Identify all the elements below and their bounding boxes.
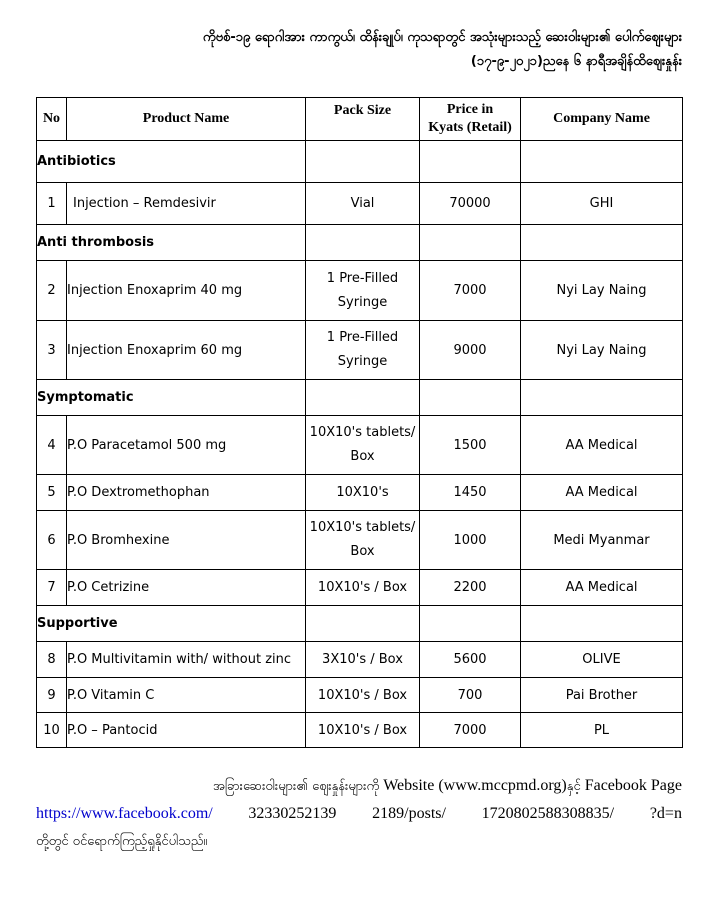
footer-line-2 (36, 802, 682, 826)
product-name: P.O Vitamin C (67, 678, 306, 713)
pack-size-line1: 1 Pre-Filled (326, 330, 399, 345)
header-price (420, 98, 521, 141)
empty-cell (420, 380, 521, 416)
table-row (37, 713, 683, 748)
empty-cell (521, 141, 683, 183)
price: 1450 (420, 475, 521, 511)
pack-size-line2: Syringe (337, 294, 388, 310)
facebook-path-part: 1720802588308835/ (481, 805, 615, 822)
pack-size-line2: Syringe (337, 354, 388, 369)
table-row (37, 183, 683, 225)
table-row (37, 678, 683, 713)
facebook-link[interactable]: https://www.facebook.com/ (36, 805, 213, 822)
table-row (37, 475, 683, 511)
price: 5600 (420, 642, 521, 678)
price: 70000 (420, 183, 521, 225)
row-number: 7 (37, 570, 67, 606)
product-name: Injection Enoxaprim 60 mg (67, 321, 306, 380)
row-number: 2 (37, 261, 67, 321)
row-number: 8 (37, 642, 67, 678)
facebook-label: Facebook Page (584, 777, 682, 794)
row-number: 3 (37, 321, 67, 380)
category-row-supportive (37, 606, 683, 642)
category-row-symptomatic (37, 380, 683, 416)
row-number: 1 (37, 183, 67, 225)
price: 700 (420, 678, 521, 713)
facebook-path-part: 2189/posts/ (372, 805, 446, 822)
pack-size: 3X10's / Box (306, 642, 420, 678)
table-row (37, 511, 683, 570)
pack-size (306, 511, 420, 570)
company-name: AA Medical (521, 416, 683, 475)
header-price-line2: Kyats (Retail) (428, 120, 512, 135)
company-name: Pai Brother (521, 678, 683, 713)
table-row (37, 261, 683, 321)
facebook-path-part: 32330252139 (248, 805, 337, 822)
pack-size-line2: Box (350, 449, 375, 464)
header-company-name: Company Name (521, 98, 683, 141)
category-row-anti-thrombosis (37, 225, 683, 261)
price: 9000 (420, 321, 521, 380)
row-number: 5 (37, 475, 67, 511)
row-number: 6 (37, 511, 67, 570)
product-name: P.O Bromhexine (67, 511, 306, 570)
empty-cell (306, 225, 420, 261)
pack-size: 10X10's / Box (306, 570, 420, 606)
row-number: 9 (37, 678, 67, 713)
product-name: P.O Paracetamol 500 mg (67, 416, 306, 475)
product-name: P.O – Pantocid (67, 713, 306, 748)
pack-size-line2: Box (350, 544, 375, 559)
price: 1500 (420, 416, 521, 475)
company-name: OLIVE (521, 642, 683, 678)
facebook-path-part: ?d=n (649, 805, 682, 822)
table-row (37, 642, 683, 678)
pack-size: 10X10's / Box (306, 678, 420, 713)
footer-line-1 (36, 774, 682, 799)
category-label: Supportive (37, 606, 306, 642)
row-number: 10 (37, 713, 67, 748)
pack-size: Vial (306, 183, 420, 225)
company-name: AA Medical (521, 570, 683, 606)
product-name: Injection – Remdesivir (67, 183, 306, 225)
pack-size-line1: 10X10's tablets/ (309, 520, 416, 535)
document-subtitle-date: (၁၇-၉-၂၀၂၁)ညနေ ၆ နာရီအချိန်ထိဈေးနှုန်း (470, 54, 682, 69)
table-row (37, 570, 683, 606)
category-row-antibiotics (37, 141, 683, 183)
category-label: Symptomatic (37, 380, 306, 416)
product-name: P.O Dextromethophan (67, 475, 306, 511)
pack-size (306, 416, 420, 475)
pack-size: 10X10's (306, 475, 420, 511)
company-name: Nyi Lay Naing (521, 261, 683, 321)
price: 1000 (420, 511, 521, 570)
website-link[interactable]: (www.mccpmd.org) (438, 777, 567, 794)
document-title: ကိုဗစ်-၁၉ ရောဂါအား ကာကွယ်၊ ထိန်းချုပ်၊ ကုသရာတွင် အသုံးများသည့် ဆေးဝါးများ၏ ပေါက်ဈေးများ (202, 30, 682, 45)
header-product-name: Product Name (67, 98, 306, 141)
empty-cell (420, 141, 521, 183)
company-name: Nyi Lay Naing (521, 321, 683, 380)
company-name: GHI (521, 183, 683, 225)
table-row (37, 321, 683, 380)
empty-cell (306, 380, 420, 416)
empty-cell (420, 225, 521, 261)
table-header-row (37, 98, 683, 141)
empty-cell (521, 380, 683, 416)
pack-size (306, 321, 420, 380)
empty-cell (306, 141, 420, 183)
header-price-line1: Price in (446, 102, 494, 117)
product-name: P.O Cetrizine (67, 570, 306, 606)
empty-cell (521, 606, 683, 642)
table-row (37, 416, 683, 475)
header-pack-size: Pack Size (306, 98, 420, 141)
pack-size-line1: 10X10's tablets/ (309, 425, 416, 440)
price: 7000 (420, 261, 521, 321)
footer-closing-text: တို့တွင် ဝင်ရောက်ကြည့်ရှုနိုင်ပါသည်။ (36, 834, 208, 849)
header-no: No (37, 98, 67, 141)
empty-cell (420, 606, 521, 642)
footer-lead-text: အခြားဆေးဝါးများ၏ ဈေးနှုန်းများကို (212, 779, 380, 794)
price: 2200 (420, 570, 521, 606)
and-text: နှင့် (566, 779, 581, 794)
row-number: 4 (37, 416, 67, 475)
empty-cell (521, 225, 683, 261)
product-name: Injection Enoxaprim 40 mg (67, 261, 306, 321)
product-name: P.O Multivitamin with/ without zinc (67, 642, 306, 678)
category-label: Antibiotics (37, 141, 306, 183)
company-name: AA Medical (521, 475, 683, 511)
website-label: Website (383, 777, 435, 794)
pack-size-line1: 1 Pre-Filled (326, 270, 399, 286)
empty-cell (306, 606, 420, 642)
price-table (36, 97, 683, 748)
company-name: PL (521, 713, 683, 748)
pack-size (306, 261, 420, 321)
price: 7000 (420, 713, 521, 748)
category-label: Anti thrombosis (37, 225, 306, 261)
company-name: Medi Myanmar (521, 511, 683, 570)
pack-size: 10X10's / Box (306, 713, 420, 748)
